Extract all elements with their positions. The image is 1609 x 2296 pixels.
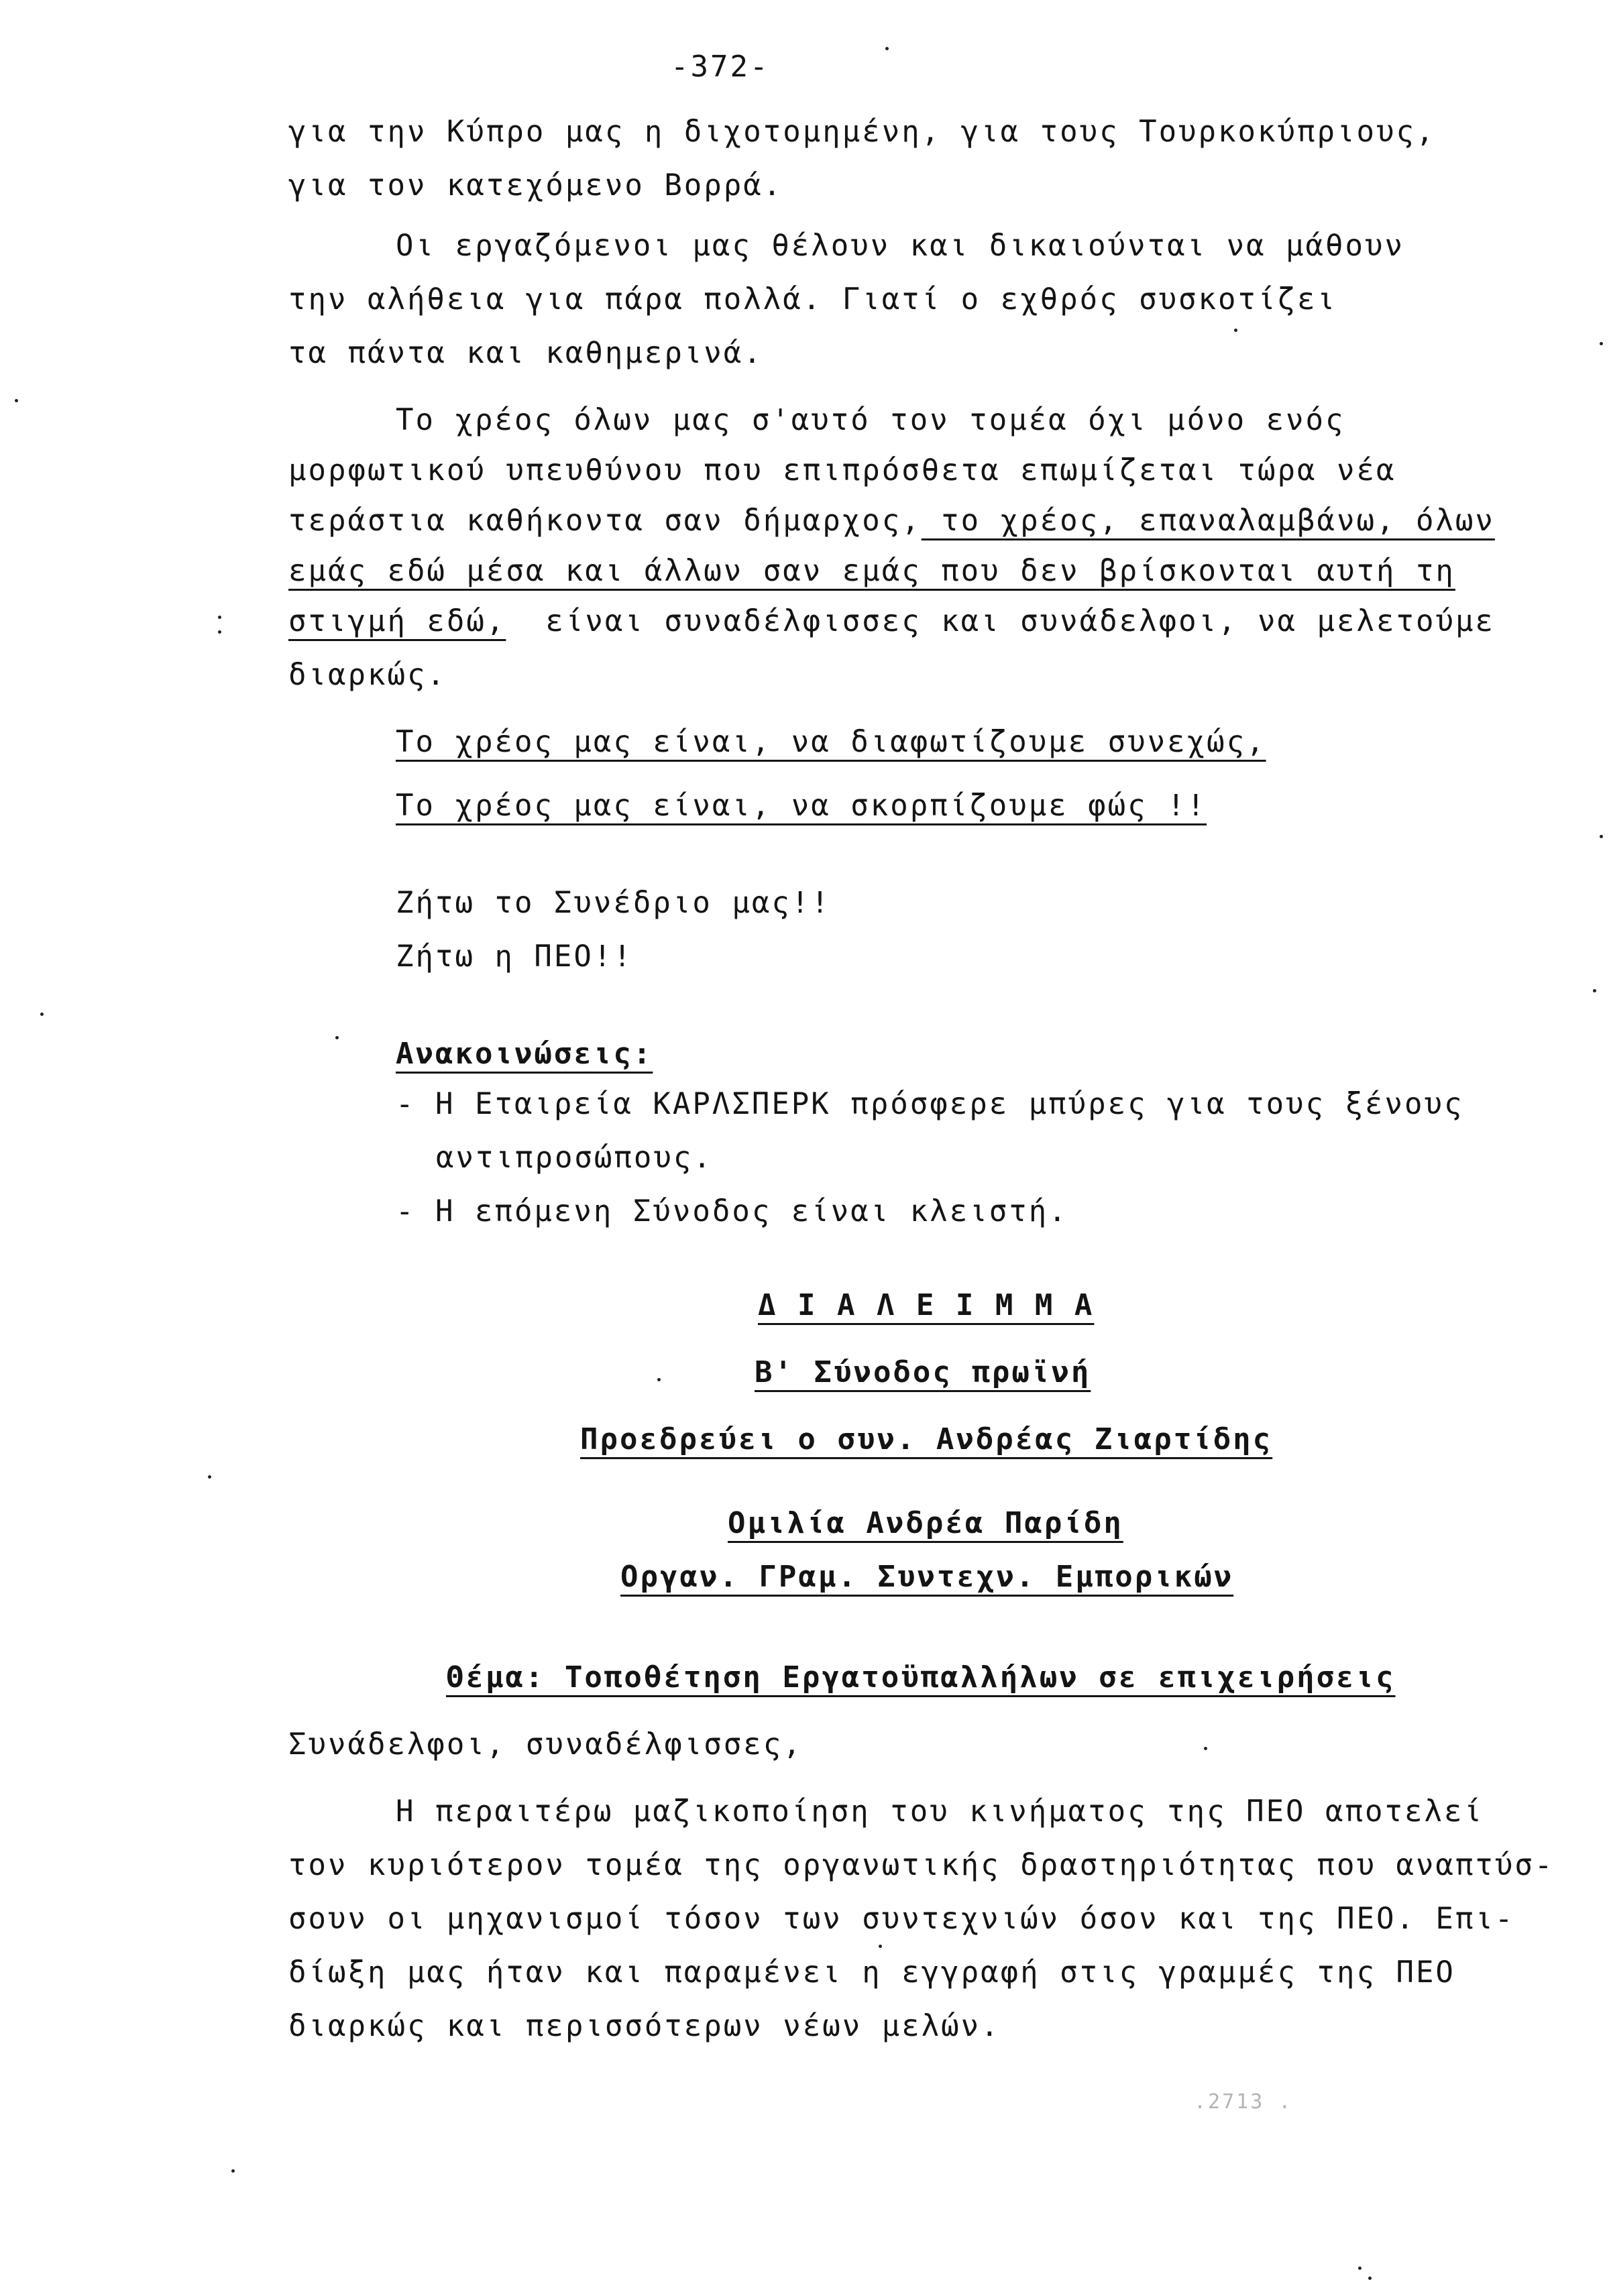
speech-line-2: τον κυριότερον τομέα της οργανωτικής δραστηριότητας που αναπτύσ- [288, 1848, 1555, 1882]
scan-speck [15, 399, 18, 402]
paragraph-3-line-5b: είναι συναδέλφισσες και συνάδελφοι, να μελετούμε [506, 604, 1495, 638]
speech-topic: Θέμα: Τοποθέτηση Εργατοϋπαλλήλων σε επιχειρήσεις [446, 1660, 1396, 1695]
paragraph-3-line-1: Το χρέος όλων μας σ'αυτό τον τομέα όχι μόνο ενός [396, 403, 1345, 437]
cheer-2: Ζήτω η ΠΕΟ!! [396, 939, 633, 974]
announcement-1-line-1: - Η Εταιρεία ΚΑΡΛΣΠΕΡΚ πρόσφερε μπύρες για τους ξένους [396, 1087, 1464, 1121]
scan-speck [879, 1945, 882, 1948]
paragraph-1-line-2: για τον κατεχόμενο Βορρά. [288, 168, 783, 203]
scan-speck [885, 47, 889, 50]
speech-line-1: Η περαιτέρω μαζικοποίηση του κινήματος της ΠΕΟ αποτελεί [396, 1794, 1484, 1829]
scan-speck [208, 1475, 211, 1479]
paragraph-3-line-3a: τεράστια καθήκοντα σαν δήμαρχος, [288, 504, 922, 538]
salutation: Συνάδελφοι, συναδέλφισσες, [288, 1727, 803, 1762]
scan-speck [1600, 835, 1603, 838]
scan-speck [657, 1378, 661, 1381]
page-number: -372- [671, 50, 770, 84]
paragraph-2-line-1: Οι εργαζόμενοι μας θέλουν και δικαιούνται να μάθουν [396, 229, 1405, 263]
scan-speck [1368, 2277, 1372, 2280]
scan-speck [1600, 342, 1603, 345]
scan-speck [1234, 329, 1237, 332]
paragraph-3-line-3b: το χρέος, επαναλαμβάνω, όλων [921, 504, 1495, 538]
announcement-2: - Η επόμενη Σύνοδος είναι κλειστή. [396, 1194, 1068, 1228]
paragraph-3-line-5 [288, 604, 1495, 638]
faint-stamp: .2713 . [1194, 2090, 1293, 2114]
paragraph-1-line-1: για την Κύπρο μας η διχοτομημένη, για τους Τουρκοκύπριους, [288, 115, 1436, 149]
paragraph-3-line-6: διαρκώς. [288, 658, 447, 692]
scan-speck [335, 1036, 339, 1039]
paragraph-2-line-3: τα πάντα και καθημερινά. [288, 336, 763, 370]
cheer-1: Ζήτω το Συνέδριο μας!! [396, 886, 831, 920]
announcements-heading: Ανακοινώσεις: [396, 1037, 653, 1071]
speech-line-4: δίωξη μας ήταν και παραμένει η εγγραφή στις γραμμές της ΠΕΟ [288, 1955, 1455, 1990]
paragraph-3-line-2: μορφωτικού υπευθύνου που επιπρόσθετα επωμίζεται τώρα νέα [288, 453, 1396, 487]
paragraph-3-line-4: εμάς εδώ μέσα και άλλων σαν εμάς που δεν βρίσκονται αυτή τη [288, 554, 1455, 588]
scan-speck [218, 616, 221, 619]
announcement-1-line-2: αντιπροσώπους. [436, 1141, 713, 1175]
scan-speck [40, 1013, 44, 1016]
speech-line-5: διαρκώς και περισσότερων νέων μελών. [288, 2009, 1001, 2043]
speech-title: Ομιλία Ανδρέα Παρίδη [728, 1506, 1123, 1540]
slogan-1: Το χρέος μας είναι, να διαφωτίζουμε συνεχώς, [396, 725, 1266, 759]
slogan-2: Το χρέος μας είναι, να σκορπίζουμε φώς !! [396, 789, 1207, 823]
scan-speck [1204, 1747, 1207, 1750]
scan-speck [231, 2169, 235, 2173]
paragraph-3-line-5a: στιγμή εδώ, [288, 604, 506, 638]
scan-speck [1593, 989, 1596, 992]
speaker-role: Οργαν. ΓΡαμ. Συντεχν. Εμπορικών [620, 1560, 1234, 1594]
break-title: Δ Ι Α Λ Ε Ι Μ Μ Α [758, 1288, 1095, 1322]
paragraph-3-line-3 [288, 506, 1495, 536]
speech-line-3: σουν οι μηχανισμοί τόσον των συντεχνιών όσον και της ΠΕΟ. Επι- [288, 1902, 1515, 1936]
session-title: Β' Σύνοδος πρωϊνή [755, 1355, 1091, 1389]
chair-line: Προεδρεύει ο συν. Ανδρέας Ζιαρτίδης [580, 1422, 1273, 1456]
scan-speck [218, 630, 221, 634]
paragraph-2-line-2: την αλήθεια για πάρα πολλά. Γιατί ο εχθρός συσκοτίζει [288, 282, 1337, 317]
scan-speck [1358, 2266, 1362, 2270]
